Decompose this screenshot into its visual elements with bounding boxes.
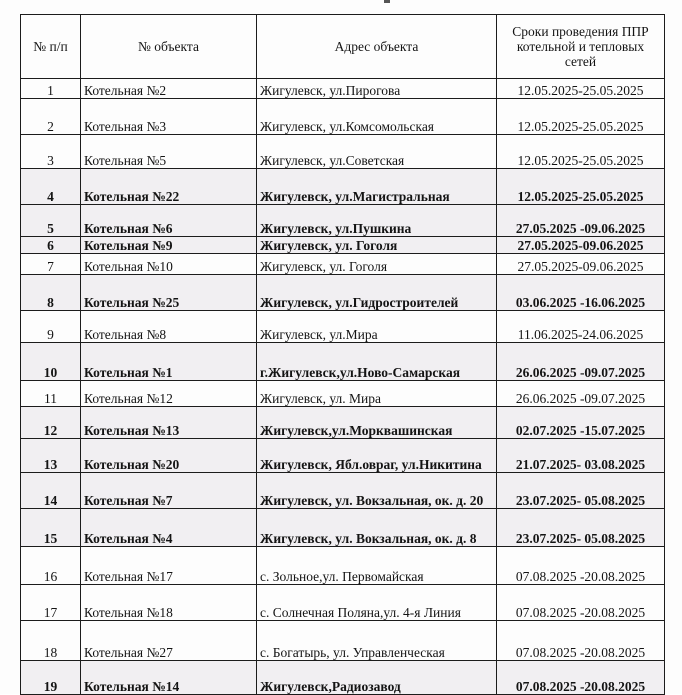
row-dates: 07.08.2025 -20.08.2025 — [497, 661, 665, 695]
row-address: Жигулевск, ул.Комсомольская — [257, 99, 497, 135]
row-object: Котельная №14 — [81, 661, 257, 695]
row-dates: 23.07.2025- 05.08.2025 — [497, 473, 665, 509]
table-row — [21, 407, 665, 439]
row-num: 6 — [21, 237, 81, 254]
row-object: Котельная №20 — [81, 439, 257, 473]
row-object: Котельная №9 — [81, 237, 257, 254]
table-row — [21, 254, 665, 275]
row-object: Котельная №27 — [81, 621, 257, 661]
row-object: Котельная №17 — [81, 547, 257, 585]
row-object: Котельная №12 — [81, 381, 257, 407]
table-row — [21, 621, 665, 661]
row-dates: 23.07.2025- 05.08.2025 — [497, 509, 665, 547]
row-address: с. Зольное,ул. Первомайская — [257, 547, 497, 585]
row-num: 2 — [21, 99, 81, 135]
row-address: с. Богатырь, ул. Управленческая — [257, 621, 497, 661]
row-num: 18 — [21, 621, 81, 661]
row-num: 3 — [21, 135, 81, 169]
row-object: Котельная №6 — [81, 205, 257, 237]
row-dates: 07.08.2025 -20.08.2025 — [497, 585, 665, 621]
row-address: г.Жигулевск,ул.Ново-Самарская — [257, 343, 497, 381]
row-num: 8 — [21, 275, 81, 311]
header-num: № п/п — [21, 15, 81, 79]
table-row — [21, 585, 665, 621]
row-address: Жигулевск, ул.Советская — [257, 135, 497, 169]
table-row — [21, 311, 665, 343]
row-address: Жигулевск, ул.Пирогова — [257, 79, 497, 99]
table-row — [21, 205, 665, 237]
row-address: Жигулевск, ул. Вокзальная, ок. д. 20 — [257, 473, 497, 509]
row-num: 19 — [21, 661, 81, 695]
row-num: 11 — [21, 381, 81, 407]
table-row — [21, 135, 665, 169]
row-object: Котельная №18 — [81, 585, 257, 621]
table-row — [21, 473, 665, 509]
row-dates: 11.06.2025-24.06.2025 — [497, 311, 665, 343]
row-dates: 12.05.2025-25.05.2025 — [497, 169, 665, 205]
table-row — [21, 661, 665, 695]
row-object: Котельная №4 — [81, 509, 257, 547]
header-dates: Сроки проведения ППР котельной и тепловых сетей — [497, 15, 665, 79]
row-dates: 21.07.2025- 03.08.2025 — [497, 439, 665, 473]
row-dates: 02.07.2025 -15.07.2025 — [497, 407, 665, 439]
row-dates: 07.08.2025 -20.08.2025 — [497, 547, 665, 585]
row-object: Котельная №8 — [81, 311, 257, 343]
row-dates: 12.05.2025-25.05.2025 — [497, 135, 665, 169]
row-object: Котельная №3 — [81, 99, 257, 135]
table-row — [21, 99, 665, 135]
row-dates: 27.05.2025-09.06.2025 — [497, 237, 665, 254]
scan-mark — [384, 0, 390, 3]
row-num: 1 — [21, 79, 81, 99]
row-address: Жигулевск, ул. Гоголя — [257, 237, 497, 254]
table-header-row — [21, 15, 665, 79]
row-address: Жигулевск, ул. Гоголя — [257, 254, 497, 275]
row-dates: 26.06.2025 -09.07.2025 — [497, 381, 665, 407]
row-num: 13 — [21, 439, 81, 473]
header-object: № объекта — [81, 15, 257, 79]
row-address: Жигулевск, ул.Мира — [257, 311, 497, 343]
table-row — [21, 79, 665, 99]
row-address: Жигулевск, ул.Пушкина — [257, 205, 497, 237]
row-dates: 26.06.2025 -09.07.2025 — [497, 343, 665, 381]
table-row — [21, 381, 665, 407]
row-dates: 12.05.2025-25.05.2025 — [497, 99, 665, 135]
row-object: Котельная №7 — [81, 473, 257, 509]
row-object: Котельная №2 — [81, 79, 257, 99]
row-num: 12 — [21, 407, 81, 439]
table-row — [21, 237, 665, 254]
header-address: Адрес объекта — [257, 15, 497, 79]
row-address: Жигулевск, Ябл.овраг, ул.Никитина — [257, 439, 497, 473]
row-num: 7 — [21, 254, 81, 275]
table-row — [21, 169, 665, 205]
row-dates: 27.05.2025 -09.06.2025 — [497, 205, 665, 237]
row-address: Жигулевск,ул.Морквашинская — [257, 407, 497, 439]
row-dates: 12.05.2025-25.05.2025 — [497, 79, 665, 99]
row-num: 16 — [21, 547, 81, 585]
row-dates: 03.06.2025 -16.06.2025 — [497, 275, 665, 311]
row-address: с. Солнечная Поляна,ул. 4-я Линия — [257, 585, 497, 621]
row-object: Котельная №10 — [81, 254, 257, 275]
row-object: Котельная №1 — [81, 343, 257, 381]
table-row — [21, 509, 665, 547]
row-num: 4 — [21, 169, 81, 205]
row-num: 15 — [21, 509, 81, 547]
table-row — [21, 275, 665, 311]
row-object: Котельная №5 — [81, 135, 257, 169]
row-address: Жигулевск, ул.Магистральная — [257, 169, 497, 205]
row-dates: 27.05.2025-09.06.2025 — [497, 254, 665, 275]
row-num: 10 — [21, 343, 81, 381]
row-num: 9 — [21, 311, 81, 343]
row-object: Котельная №13 — [81, 407, 257, 439]
row-address: Жигулевск, ул.Гидростроителей — [257, 275, 497, 311]
row-dates: 07.08.2025 -20.08.2025 — [497, 621, 665, 661]
row-num: 17 — [21, 585, 81, 621]
row-address: Жигулевск, ул. Вокзальная, ок. д. 8 — [257, 509, 497, 547]
table-row — [21, 439, 665, 473]
row-num: 5 — [21, 205, 81, 237]
table-row — [21, 343, 665, 381]
maintenance-schedule-table — [20, 14, 665, 695]
table-row — [21, 547, 665, 585]
row-address: Жигулевск, ул. Мира — [257, 381, 497, 407]
row-num: 14 — [21, 473, 81, 509]
row-address: Жигулевск,Радиозавод — [257, 661, 497, 695]
row-object: Котельная №22 — [81, 169, 257, 205]
row-object: Котельная №25 — [81, 275, 257, 311]
